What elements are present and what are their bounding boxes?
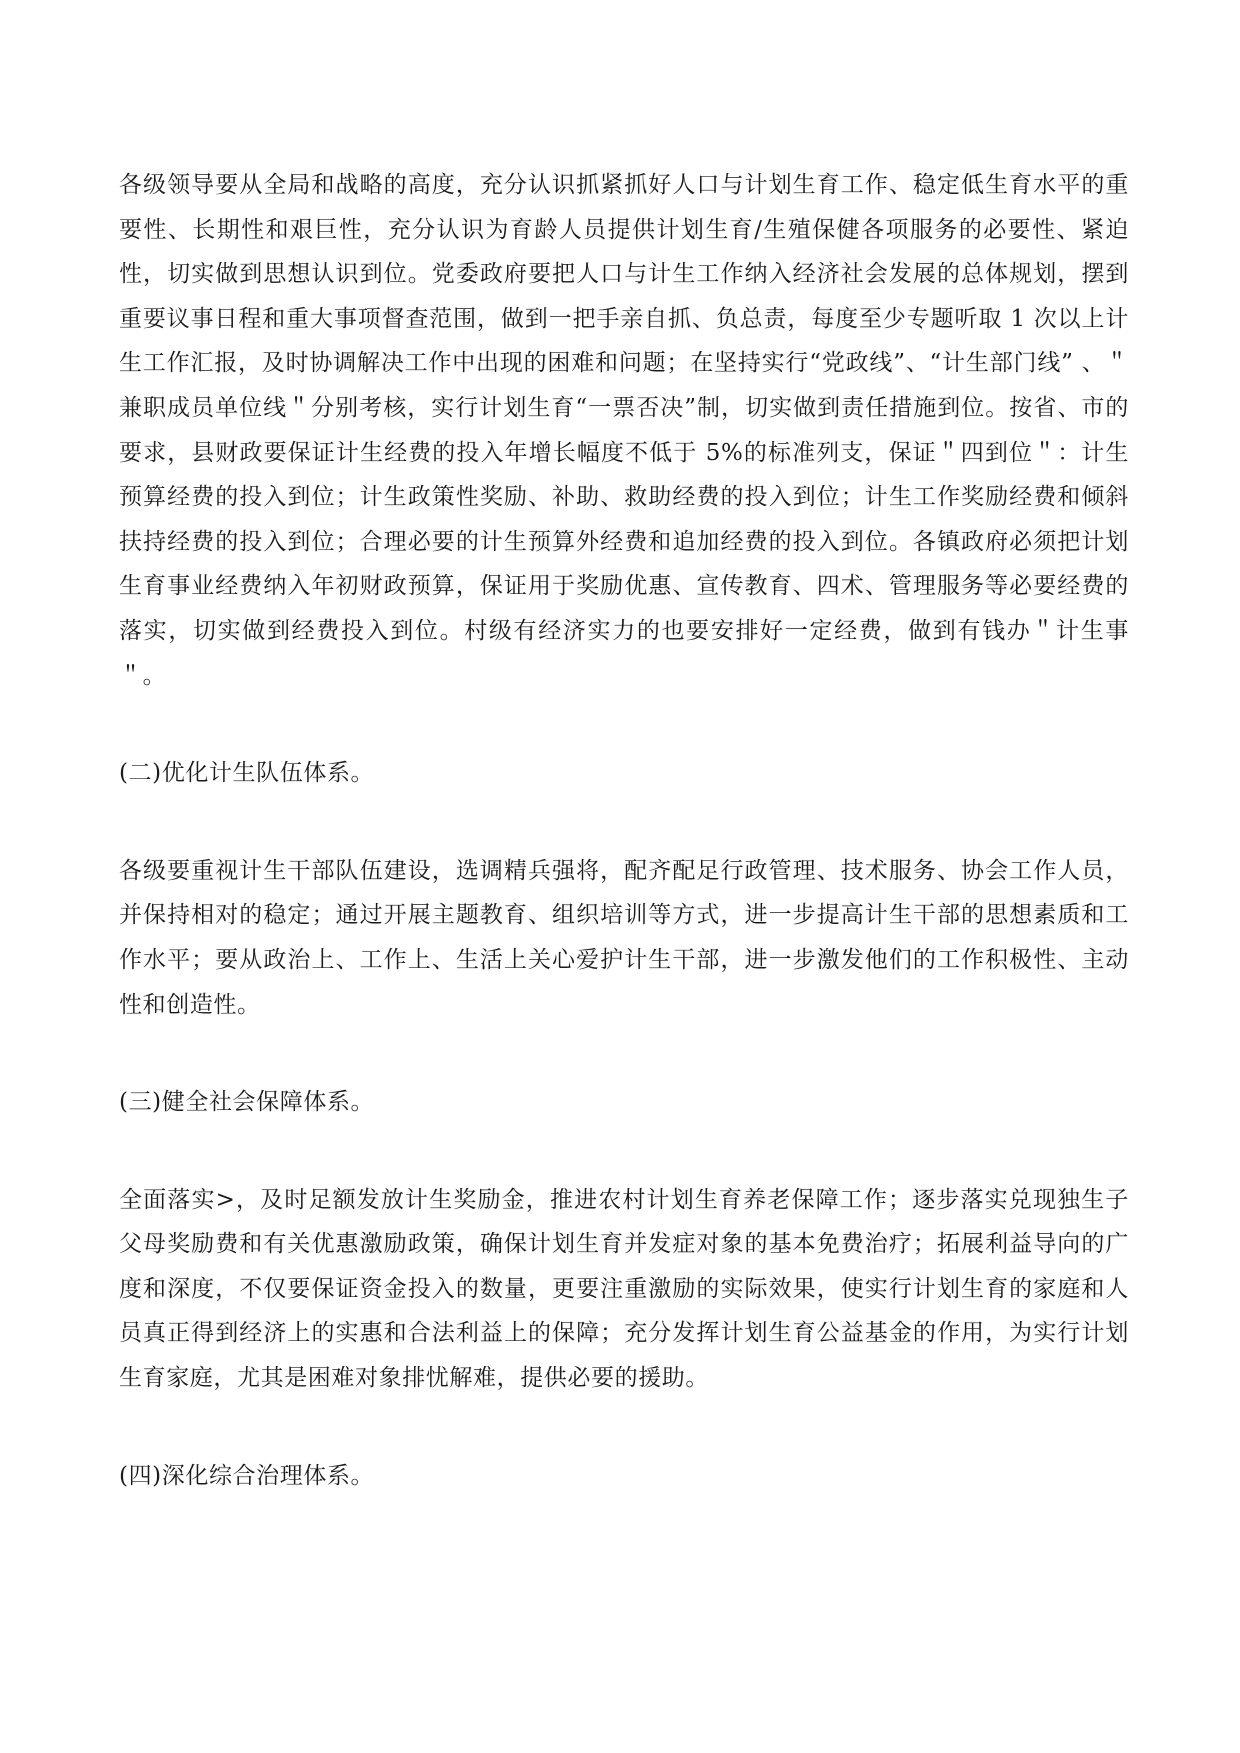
paragraph-leadership-funding: 各级领导要从全局和战略的高度，充分认识抓紧抓好人口与计划生育工作、稳定低生育水平的重要性、长期性和艰巨性，充分认识为育龄人员提供计划生育/生殖保健各项服务的必要性、紧迫性，切实做到思想认识到位。党委政府要把人口与计生工作纳入经济社会发展的总体规划，摆到重要议事日程和重大事项督查范围，做到一把手亲自抓、负总责，每度至少专题听取 1 次以上计生工作汇报，及时协调解决工作中出现的困难和问题；在坚持实行“党政线”、“计生部门线” 、＂兼职成员单位线＂分别考核，实行计划生育“一票否决”制，切实做到责任措施到位。按省、市的要求，县财政要保证计生经费的投入年增长幅度不低于 5%的标准列支，保证＂四到位＂：计生预算经费的投入到位；计生政策性奖励、补助、救助经费的投入到位；计生工作奖励经费和倾斜扶持经费的投入到位；合理必要的计生预算外经费和追加经费的投入到位。各镇政府必须把计划生育事业经费纳入年初财政预算，保证用于奖励优惠、宣传教育、四术、管理服务等必要经费的落实，切实做到经费投入到位。村级有经济实力的也要安排好一定经费，做到有钱办＂计生事＂。 [119,172,1129,689]
paragraph-social-security: 全面落实>，及时足额发放计生奖励金，推进农村计划生育养老保障工作；逐步落实兑现独生子父母奖励费和有关优惠激励政策，确保计划生育并发症对象的基本免费治疗；拓展利益导向的广度和深度，不仅要保证资金投入的数量，更要注重激励的实际效果，使实行计划生育的家庭和人员真正得到经济上的实惠和合法利益上的保障；充分发挥计划生育公益基金的作用，为实行计划生育家庭，尤其是困难对象排忧解难，提供必要的援助。 [119,1186,1129,1392]
section-heading-social-security: (三)健全社会保障体系。 [119,1089,375,1116]
section-heading-comprehensive-governance: (四)深化综合治理体系。 [119,1462,375,1489]
paragraph-team-building: 各级要重视计生干部队伍建设，选调精兵强将，配齐配足行政管理、技术服务、协会工作人员，并保持相对的稳定；通过开展主题教育、组织培训等方式，进一步提高计生干部的思想素质和工作水平；要从政治上、工作上、生活上关心爱护计生干部，进一步激发他们的工作积极性、主动性和创造性。 [119,857,1129,1018]
document-body [119,163,1129,1498]
section-heading-team-system: (二)优化计生队伍体系。 [119,760,375,787]
